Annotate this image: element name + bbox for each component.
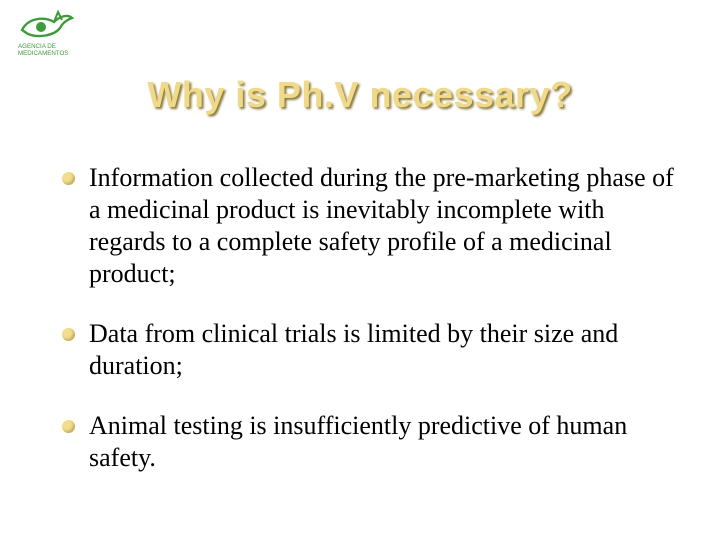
logo-text-line2: MEDICAMENTOS: [18, 50, 69, 57]
bullet-item: [62, 318, 682, 382]
bullet-item: [62, 162, 682, 290]
bullet-dot-icon: [62, 172, 75, 185]
agency-logo: [14, 8, 78, 58]
slide-title: Why is Ph.V necessary?: [147, 74, 573, 115]
bullet-item: [62, 410, 682, 474]
bullet-dot-icon: [62, 420, 75, 433]
bullet-text: Information collected during the pre-marketing phase of a medicinal product is inevitably incomplete with regards to a complete safety profile of a medicinal product;: [89, 163, 674, 288]
logo-text-line1: AGENCIA DE: [18, 43, 56, 50]
bullet-text: Animal testing is insufficiently predictive of human safety.: [89, 411, 628, 472]
bullet-dot-icon: [62, 328, 75, 341]
bullet-list: [62, 162, 682, 502]
bird-pill-logo-icon: [14, 8, 78, 58]
bullet-text: Data from clinical trials is limited by their size and duration;: [89, 319, 619, 380]
